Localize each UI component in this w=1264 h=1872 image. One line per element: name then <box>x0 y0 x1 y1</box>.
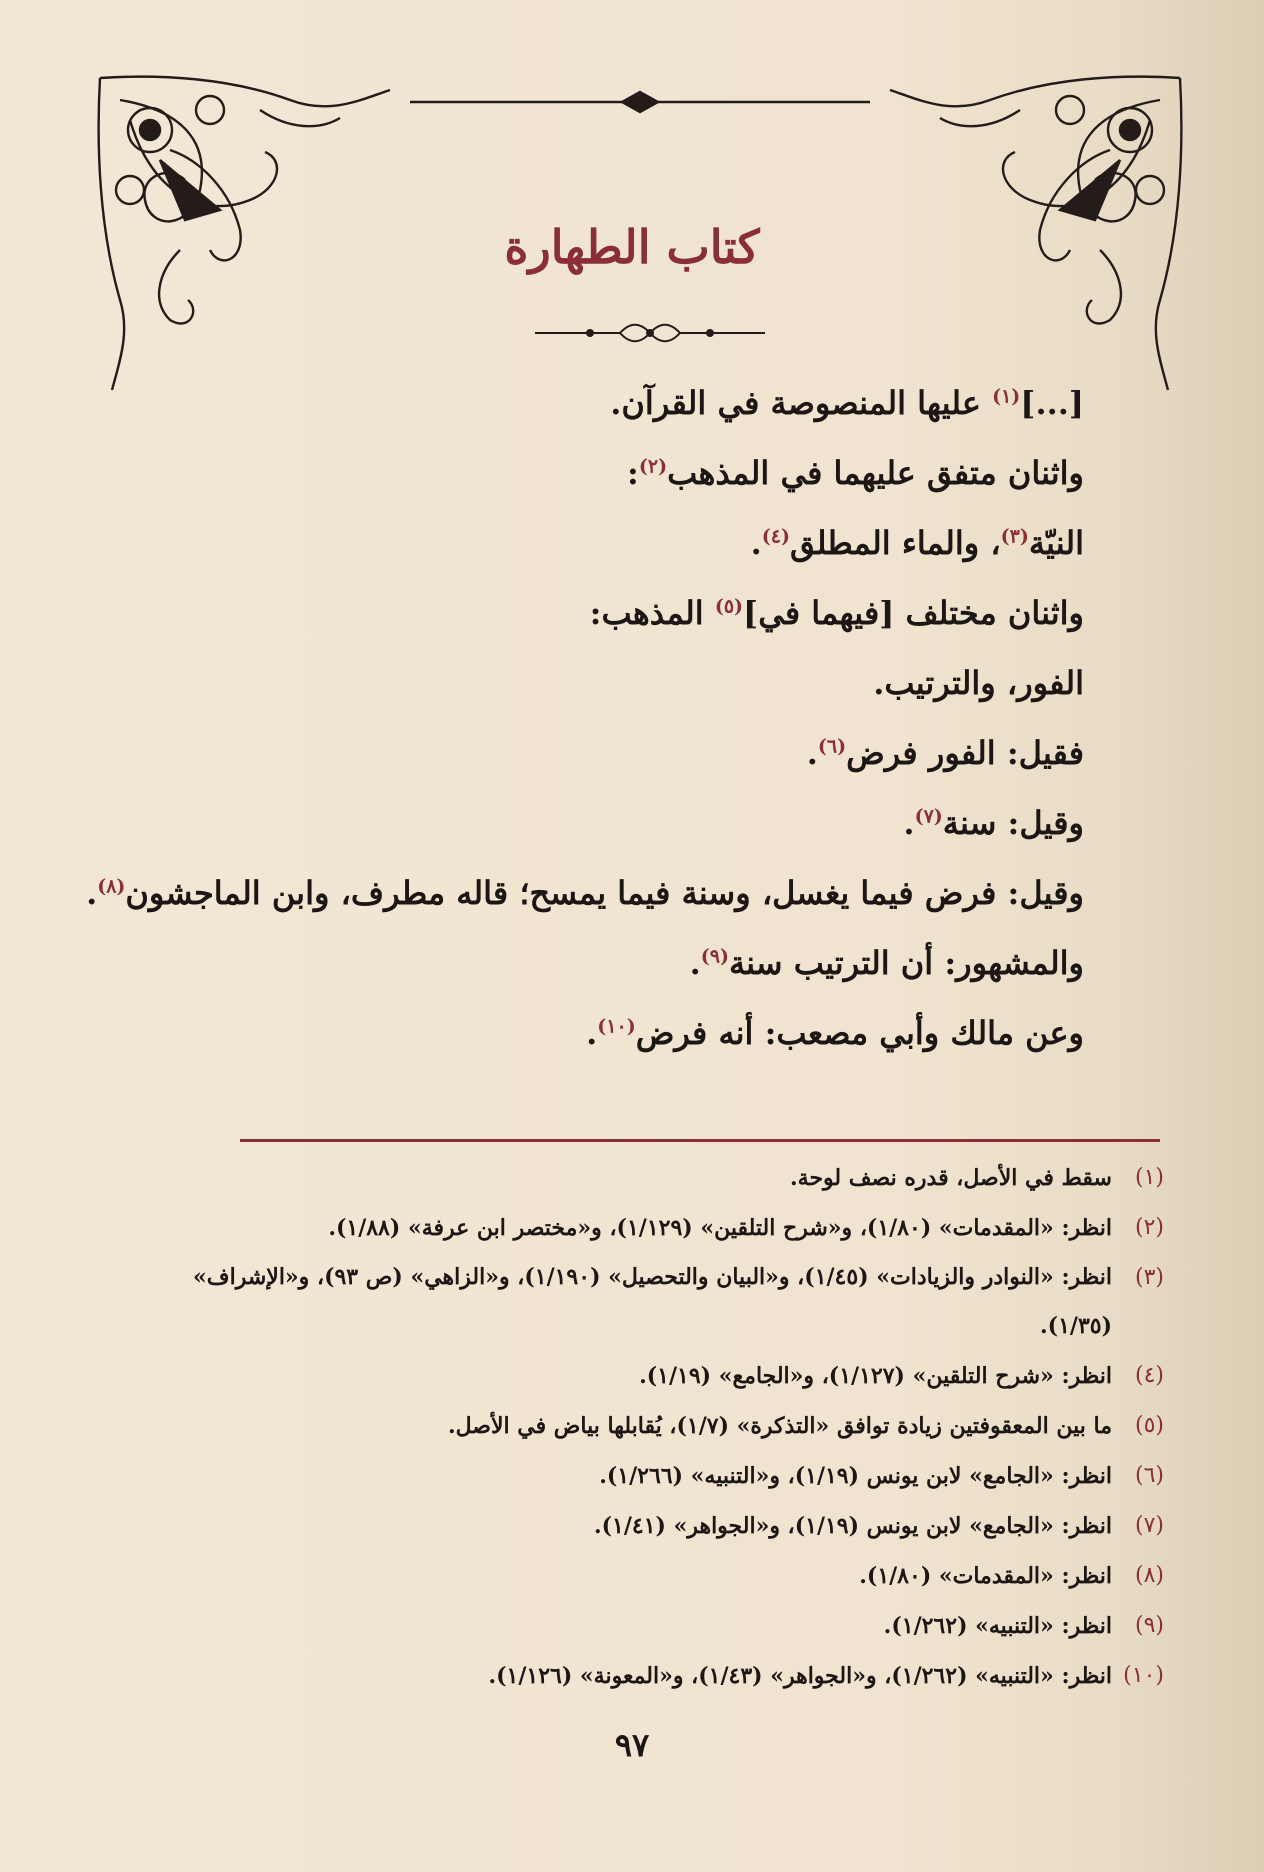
footnote-number: (١) <box>1134 1165 1164 1190</box>
footnote-item <box>164 1651 1164 1701</box>
chapter-title: كتاب الطهارة <box>504 220 760 274</box>
footnote-ref[interactable]: (٣) <box>1000 525 1029 548</box>
footnote-ref[interactable]: (٢) <box>638 455 668 478</box>
footnote-number: (٧) <box>1134 1513 1164 1538</box>
footnote-ref[interactable]: (٩) <box>700 945 729 968</box>
title-divider-ornament <box>530 320 770 346</box>
footnote-text: انظر: «النوادر والزيادات» (١/٤٥)، و«البيان والتحصيل» (١/١٩٠)، و«الزاهي» (ص ٩٣)، و«الإشراف» (١/٣٥). <box>193 1264 1112 1339</box>
text-line: وقيل: سنة$^{(٧)}$. <box>903 804 1084 842</box>
footnote-text: انظر: «الجامع» لابن يونس (١/١٩)، و«التنبيه» (١/٢٦٦). <box>599 1463 1112 1489</box>
footnote-item <box>164 1601 1164 1651</box>
footnote-item <box>164 1551 1164 1601</box>
footnote-text: انظر: «المقدمات» (١/٨٠)، و«شرح التلقين» (١/١٢٩)، و«مختصر ابن عرفة» (١/٨٨). <box>328 1215 1112 1241</box>
footnotes <box>164 1153 1164 1701</box>
footnote-text: ما بين المعقوفتين زيادة توافق «التذكرة» (١/٧)، يُقابلها بياض في الأصل. <box>447 1413 1112 1439</box>
text-line: فقيل: الفور فرض$^{(٦)}$. <box>806 734 1084 772</box>
footnote-text: انظر: «التنبيه» (١/٢٦٢). <box>883 1613 1112 1639</box>
footnote-number: (٣) <box>1134 1265 1164 1290</box>
footnote-number: (٢) <box>1134 1215 1164 1240</box>
footnote-ref[interactable]: (٦) <box>817 735 847 758</box>
footnote-number: (١٠) <box>1123 1663 1164 1688</box>
text-line: [...]$^{(١)}$ عليها المنصوصة في القرآن. <box>610 384 1084 422</box>
footnote-item <box>164 1451 1164 1501</box>
footnote-ref[interactable]: (٧) <box>914 805 943 828</box>
footnote-item <box>164 1351 1164 1401</box>
footnote-text: انظر: «الجامع» لابن يونس (١/١٩)، و«الجواهر» (١/٤١). <box>593 1513 1112 1539</box>
footnote-number: (٩) <box>1134 1613 1164 1638</box>
footnote-number: (٦) <box>1134 1463 1164 1488</box>
text-line: الفور، والترتيب. <box>873 664 1084 702</box>
text-line: وقيل: فرض فيما يغسل، وسنة فيما يمسح؛ قاله مطرف، وابن الماجشون$^{(٨)}$. <box>86 874 1084 912</box>
text-line: وعن مالك وأبي مصعب: أنه فرض$^{(١٠)}$. <box>586 1014 1084 1052</box>
footnote-text: انظر: «التنبيه» (١/٢٦٢)، و«الجواهر» (١/٤٣)، و«المعونة» (١/١٢٦). <box>488 1663 1112 1689</box>
text-line: واثنان مختلف [فيهما في]$^{(٥)}$ المذهب: <box>589 594 1084 632</box>
text-line: النيّة$^{(٣)}$، والماء المطلق$^{(٤)}$. <box>750 524 1084 562</box>
page-number: ٩٧ <box>614 1726 650 1764</box>
footnote-item <box>164 1253 1164 1351</box>
text-line: والمشهور: أن الترتيب سنة$^{(٩)}$. <box>689 944 1084 982</box>
footnote-item <box>164 1153 1164 1203</box>
footnote-number: (٤) <box>1134 1363 1164 1388</box>
footnote-item <box>164 1401 1164 1451</box>
footnote-ref[interactable]: (١) <box>992 385 1021 408</box>
main-text <box>86 368 1084 1068</box>
footnote-text: سقط في الأصل، قدره نصف لوحة. <box>789 1165 1112 1191</box>
footnote-ref[interactable]: (١٠) <box>597 1015 636 1038</box>
text-line: واثنان متفق عليهما في المذهب$^{(٢)}$: <box>627 454 1084 492</box>
footnote-ref[interactable]: (٨) <box>97 875 126 898</box>
footnote-number: (٨) <box>1134 1563 1164 1588</box>
footnote-ref[interactable]: (٥) <box>714 595 744 618</box>
footnote-separator <box>240 1139 1160 1142</box>
footnote-text: انظر: «المقدمات» (١/٨٠). <box>859 1563 1112 1589</box>
footnote-item <box>164 1501 1164 1551</box>
footnote-item <box>164 1203 1164 1253</box>
footnote-text: انظر: «شرح التلقين» (١/١٢٧)، و«الجامع» (١/١٩). <box>639 1363 1112 1389</box>
footnote-ref[interactable]: (٤) <box>761 525 790 548</box>
footnote-number: (٥) <box>1134 1413 1164 1438</box>
